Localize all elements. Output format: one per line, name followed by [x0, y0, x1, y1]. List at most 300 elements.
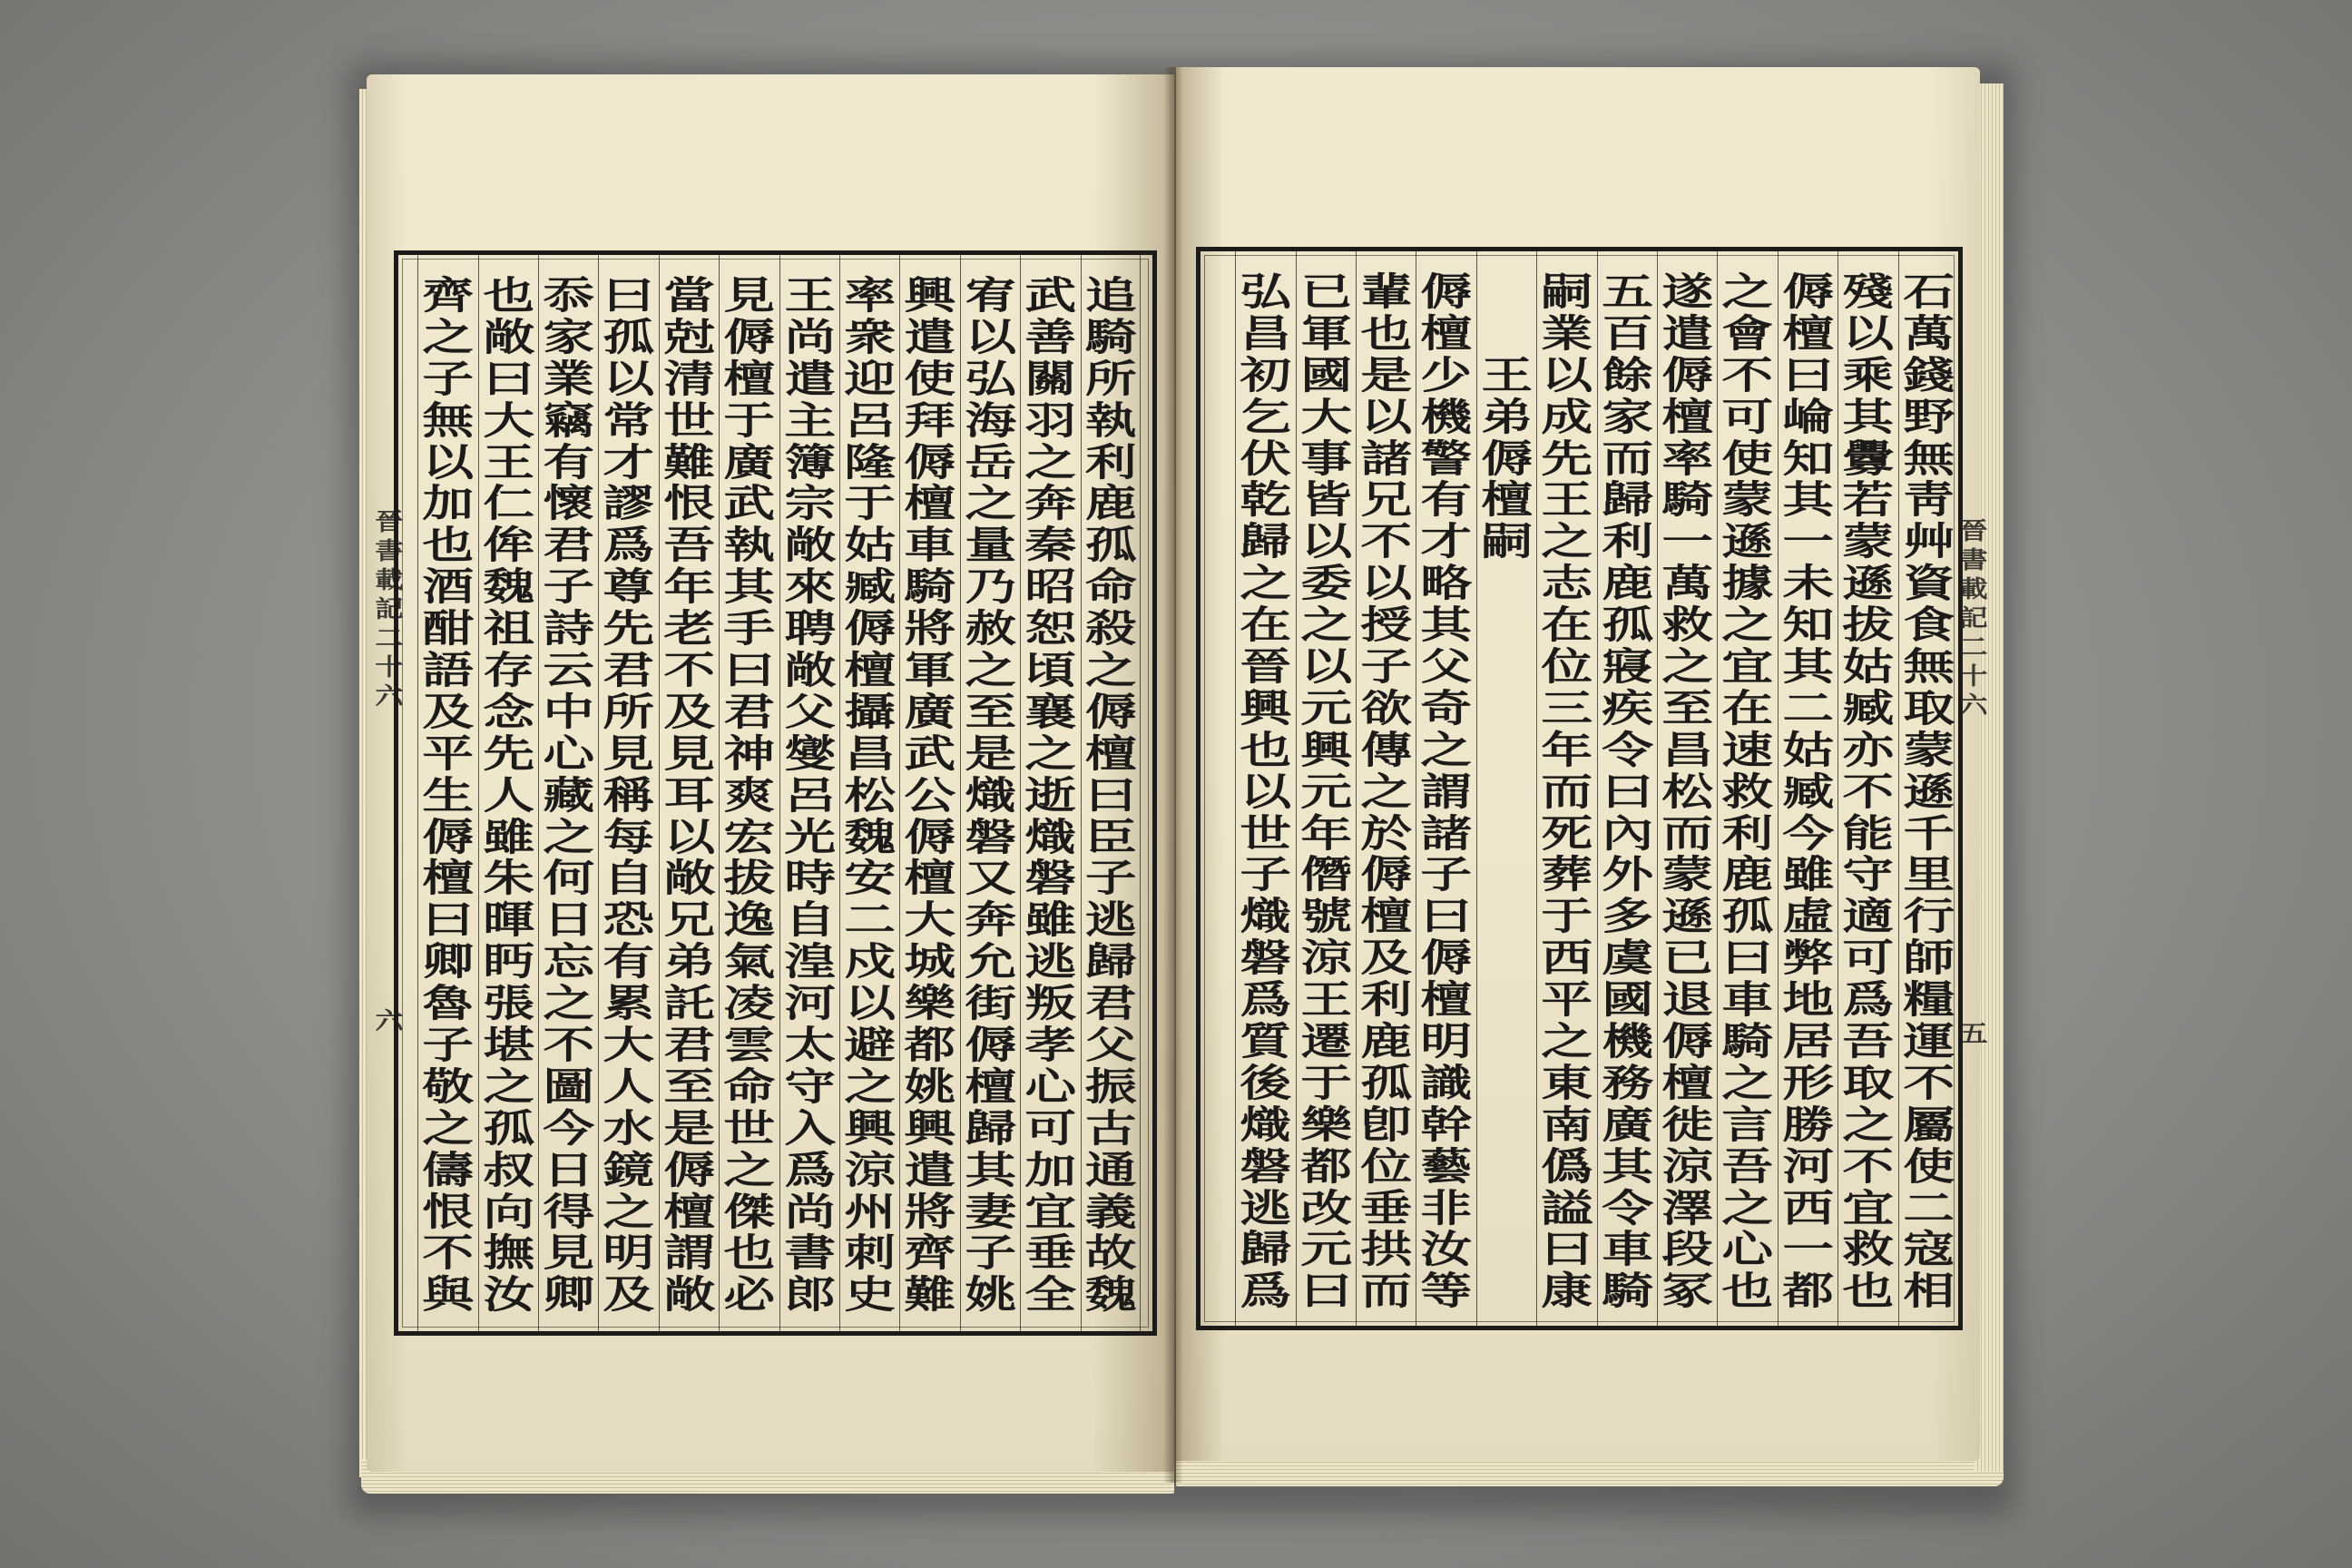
character: 卽: [1360, 1102, 1413, 1147]
character: 避: [844, 1023, 897, 1068]
character: 石: [1902, 270, 1955, 314]
character: 年: [1300, 810, 1352, 856]
character: 逃: [1240, 1185, 1292, 1230]
character: 史: [844, 1272, 897, 1318]
character: 拔: [1842, 603, 1895, 648]
character: 光: [783, 814, 836, 859]
character: 老: [663, 606, 715, 652]
character: 殘: [1842, 270, 1895, 314]
character: 尅: [663, 314, 715, 359]
character: 釁: [1842, 436, 1895, 481]
character: 託: [663, 981, 715, 1026]
character: 警: [1420, 436, 1473, 481]
character: 語: [422, 648, 475, 693]
character: 至: [965, 689, 1016, 734]
character: 救: [1842, 1227, 1895, 1272]
character: 澤: [1661, 1185, 1714, 1230]
character: 不: [1842, 1143, 1895, 1189]
character: 糧: [1902, 977, 1955, 1023]
character: 車: [1721, 977, 1774, 1023]
character: 興: [904, 273, 956, 318]
character: 蒙: [1902, 727, 1955, 772]
character: 段: [1661, 1227, 1714, 1272]
character: 將: [904, 1189, 956, 1234]
character: 可: [1024, 1105, 1077, 1151]
character: 垂: [1024, 1230, 1077, 1276]
character: 磐: [1024, 856, 1077, 901]
character: 千: [1902, 810, 1955, 856]
character: 以: [663, 814, 715, 859]
character: 傉: [844, 606, 897, 652]
character: 葬: [1541, 852, 1593, 897]
character: 中: [543, 689, 595, 734]
character: 臧: [1842, 685, 1895, 730]
character: 乞: [1240, 394, 1292, 439]
character: 有: [543, 439, 595, 485]
character: 酒: [422, 564, 475, 610]
character: 孤: [1360, 1060, 1413, 1105]
character: 叛: [1024, 981, 1077, 1026]
character: 不: [422, 1230, 475, 1276]
character: 以: [965, 314, 1016, 359]
character: 知: [1782, 436, 1834, 481]
character: 君: [1084, 981, 1137, 1026]
character: 王: [1541, 477, 1593, 523]
character: 車: [904, 523, 956, 568]
character: 子: [965, 1230, 1016, 1276]
character: 無: [1902, 436, 1955, 481]
character: 寇: [1902, 1227, 1955, 1272]
character: 雲: [723, 1023, 776, 1068]
character: 其: [723, 564, 776, 610]
character: 叔: [483, 1147, 534, 1192]
character: 常: [603, 397, 655, 443]
character: 臧: [1782, 769, 1834, 814]
character: 王: [1481, 352, 1533, 397]
character: 而: [1601, 436, 1653, 481]
character: 追: [1084, 273, 1137, 318]
character: 氣: [723, 939, 776, 985]
character: 子: [1360, 644, 1413, 690]
character: 嗣: [1481, 519, 1533, 564]
character: 雖: [1024, 897, 1077, 943]
character: 之: [1240, 561, 1292, 606]
character: 檀: [904, 856, 956, 901]
character: 載: [1959, 576, 1988, 603]
character: 宜: [1721, 644, 1774, 690]
character: 也: [723, 1230, 776, 1276]
character: 位: [1541, 644, 1593, 690]
character: 見: [663, 730, 715, 776]
character: 歸: [1240, 519, 1292, 564]
character: 一: [1782, 519, 1834, 564]
character: 所: [603, 689, 655, 734]
character: 敬: [422, 1063, 475, 1109]
character: 野: [1902, 394, 1955, 439]
character: 事: [1300, 436, 1352, 481]
character: 心: [1721, 1227, 1774, 1272]
character: 晉: [1240, 644, 1292, 690]
character: 涼: [1661, 1143, 1714, 1189]
character: 檀: [844, 648, 897, 693]
character: 藝: [1420, 1143, 1473, 1189]
character: 又: [965, 856, 1016, 901]
character: 遣: [904, 314, 956, 359]
character: 量: [965, 523, 1016, 568]
character: 至: [1661, 685, 1714, 730]
character: 恨: [663, 481, 715, 526]
character: 蒙: [1721, 477, 1774, 523]
character: 輩: [1360, 270, 1413, 314]
character: 六: [375, 1008, 404, 1035]
character: 子: [422, 1023, 475, 1068]
character: 之: [1084, 648, 1137, 693]
character: 國: [1601, 977, 1653, 1023]
character: 朱: [483, 856, 534, 901]
character: 傉: [723, 314, 776, 359]
character: 以: [603, 356, 655, 401]
character: 資: [1902, 561, 1955, 606]
character: 師: [1902, 936, 1955, 981]
character: 等: [1420, 1269, 1473, 1314]
character: 之: [1541, 1019, 1593, 1064]
character: 記: [375, 596, 404, 623]
character: 遜: [1721, 519, 1774, 564]
character: 爲: [1842, 977, 1895, 1023]
character: 時: [783, 856, 836, 901]
character: 敞: [663, 1272, 715, 1318]
character: 遜: [1842, 561, 1895, 606]
character: 以: [1240, 769, 1292, 814]
character: 遂: [1661, 270, 1714, 314]
character: 不: [663, 648, 715, 693]
character: 之: [1420, 727, 1473, 772]
character: 王: [483, 439, 534, 485]
character: 乾: [1240, 477, 1292, 523]
character: 乘: [1842, 352, 1895, 397]
character: 父: [783, 689, 836, 734]
character: 廣: [723, 439, 776, 485]
character: 二: [1782, 685, 1834, 730]
character: 二: [1959, 634, 1988, 662]
character: 元: [1300, 685, 1352, 730]
character: 取: [1842, 1060, 1895, 1105]
character: 非: [1420, 1185, 1473, 1230]
character: 之: [543, 814, 595, 859]
character: 見: [603, 730, 655, 776]
character: 二: [1902, 1185, 1955, 1230]
character: 當: [663, 273, 715, 318]
character: 向: [483, 1189, 534, 1234]
character: 若: [1842, 477, 1895, 523]
character: 靑: [1902, 477, 1955, 523]
character: 救: [1661, 603, 1714, 648]
character: 檀: [1360, 894, 1413, 939]
character: 宏: [723, 814, 776, 859]
character: 酣: [422, 606, 475, 652]
character: 弘: [965, 356, 1016, 401]
character: 郎: [783, 1272, 836, 1318]
character: 入: [783, 1105, 836, 1151]
character: 已: [1661, 936, 1714, 981]
character: 後: [1240, 1060, 1292, 1105]
character: 河: [1782, 1143, 1834, 1189]
character: 成: [1541, 394, 1593, 439]
character: 志: [1541, 561, 1593, 606]
character: 救: [1721, 769, 1774, 814]
character: 寢: [1601, 644, 1653, 690]
character: 之: [1721, 1185, 1774, 1230]
character: 初: [1240, 352, 1292, 397]
character: 而: [1661, 810, 1714, 856]
character: 孤: [1084, 523, 1137, 568]
character: 衆: [844, 314, 897, 359]
character: 簿: [783, 439, 836, 485]
character: 今: [543, 1105, 595, 1151]
character: 不: [543, 1023, 595, 1068]
character: 傉: [1084, 689, 1137, 734]
character: 是: [663, 1105, 715, 1151]
character: 全: [1024, 1272, 1077, 1318]
character: 五: [1601, 270, 1653, 314]
character: 姚: [965, 1272, 1016, 1318]
character: 其: [1842, 394, 1895, 439]
character: 可: [1842, 936, 1895, 981]
character: 乃: [965, 564, 1016, 610]
character: 松: [844, 772, 897, 818]
character: 十: [375, 654, 404, 681]
character: 機: [1601, 1019, 1653, 1064]
character: 鹿: [1601, 561, 1653, 606]
character: 逃: [1084, 897, 1137, 943]
character: 尊: [603, 564, 655, 610]
character: 大: [603, 1023, 655, 1068]
spine-gutter: [1163, 67, 1183, 1483]
character: 興: [844, 1105, 897, 1151]
character: 以: [844, 981, 897, 1026]
character: 也: [1360, 310, 1413, 356]
character: 委: [1300, 561, 1352, 606]
character: 君: [723, 689, 776, 734]
character: 于: [844, 481, 897, 526]
character: 父: [1084, 1023, 1137, 1068]
character: 歸: [1601, 477, 1653, 523]
character: 松: [1661, 769, 1714, 814]
character: 令: [1601, 727, 1653, 772]
character: 元: [1300, 769, 1352, 814]
character: 五: [1959, 1021, 1988, 1048]
character: 是: [1360, 352, 1413, 397]
character: 傉: [422, 814, 475, 859]
character: 謚: [1541, 1185, 1593, 1230]
character: 難: [663, 439, 715, 485]
character: 襄: [1024, 689, 1077, 734]
character: 爲: [1240, 1269, 1292, 1314]
character: 少: [1420, 352, 1473, 397]
character: 守: [783, 1063, 836, 1109]
character: 在: [1721, 685, 1774, 730]
character: 之: [1024, 730, 1077, 776]
character: 也: [1240, 727, 1292, 772]
character: 世: [663, 397, 715, 443]
character: 檀: [1661, 1060, 1714, 1105]
character: 不: [1721, 352, 1774, 397]
character: 海: [965, 397, 1016, 443]
character: 執: [1084, 397, 1137, 443]
character: 騎: [1601, 1269, 1653, 1314]
character: 稱: [603, 772, 655, 818]
character: 昌: [844, 730, 897, 776]
character: 號: [1300, 894, 1352, 939]
character: 先: [483, 730, 534, 776]
character: 鹿: [1721, 852, 1774, 897]
character: 相: [1902, 1269, 1955, 1314]
character: 遜: [1661, 894, 1714, 939]
character: 逸: [723, 897, 776, 943]
character: 忘: [543, 939, 595, 985]
character: 逃: [1024, 939, 1077, 985]
character: 忝: [543, 273, 595, 318]
character: 日: [543, 1147, 595, 1192]
character: 凌: [723, 981, 776, 1026]
character: 以: [1541, 352, 1593, 397]
character: 之: [965, 481, 1016, 526]
character: 書: [783, 1230, 836, 1276]
character: 何: [543, 856, 595, 901]
character: 傉: [904, 439, 956, 485]
character: 以: [1360, 394, 1413, 439]
character: 檀: [723, 356, 776, 401]
character: 關: [1024, 356, 1077, 401]
character: 至: [663, 1063, 715, 1109]
character: 地: [1782, 977, 1834, 1023]
character: 略: [1420, 561, 1473, 606]
character: 僭: [1300, 852, 1352, 897]
text-column: [1235, 251, 1295, 1326]
character: 二: [375, 625, 404, 652]
character: 熾: [1240, 894, 1292, 939]
character: 以: [1300, 519, 1352, 564]
character: 善: [1024, 314, 1077, 359]
character: 奔: [1024, 481, 1077, 526]
character: 之: [422, 1105, 475, 1151]
character: 魯: [422, 981, 475, 1026]
character: 隆: [844, 439, 897, 485]
character: 伏: [1240, 436, 1292, 481]
character: 在: [1240, 603, 1292, 648]
character: 廣: [1601, 1102, 1653, 1147]
character: 而: [1541, 769, 1593, 814]
character: 無: [1902, 644, 1955, 690]
character: 才: [1420, 519, 1473, 564]
character: 見: [723, 273, 776, 318]
character: 曰: [1084, 772, 1137, 818]
character: 傉: [965, 1023, 1016, 1068]
character: 有: [603, 939, 655, 985]
character: 之: [1541, 519, 1593, 564]
character: 其: [1420, 603, 1473, 648]
character: 是: [965, 730, 1016, 776]
character: 武: [1024, 273, 1077, 318]
character: 於: [1360, 810, 1413, 856]
character: 傉: [663, 1147, 715, 1192]
character: 之: [483, 1063, 534, 1109]
character: 六: [375, 683, 404, 710]
character: 世: [723, 1105, 776, 1151]
character: 虞: [1601, 936, 1653, 981]
character: 傉: [1481, 436, 1533, 481]
character: 水: [603, 1105, 655, 1151]
character: 運: [1902, 1019, 1955, 1064]
character: 以: [422, 439, 475, 485]
character: 心: [543, 730, 595, 776]
character: 主: [783, 397, 836, 443]
character: 手: [723, 606, 776, 652]
character: 欲: [1360, 685, 1413, 730]
character: 父: [1420, 644, 1473, 690]
character: 才: [603, 439, 655, 485]
character: 萬: [1902, 310, 1955, 356]
character: 于: [1300, 1060, 1352, 1105]
character: 不: [1842, 769, 1895, 814]
character: 見: [543, 1230, 595, 1276]
character: 里: [1902, 852, 1955, 897]
character: 及: [1360, 936, 1413, 981]
character: 累: [603, 981, 655, 1026]
character: 孤: [1601, 603, 1653, 648]
character: 羽: [1024, 397, 1077, 443]
character: 內: [1601, 810, 1653, 856]
character: 自: [783, 897, 836, 943]
character: 也: [422, 523, 475, 568]
character: 令: [1601, 1185, 1653, 1230]
character: 命: [1084, 564, 1137, 610]
character: 其: [1782, 477, 1834, 523]
character: 曰: [1300, 1269, 1352, 1314]
character: 子: [543, 564, 595, 610]
character: 雖: [483, 814, 534, 859]
character: 疾: [1601, 685, 1653, 730]
character: 逝: [1024, 772, 1077, 818]
character: 圖: [543, 1063, 595, 1109]
character: 而: [1360, 1269, 1413, 1314]
character: 允: [965, 939, 1016, 985]
character: 未: [1782, 561, 1834, 606]
character: 吾: [1721, 1143, 1774, 1189]
character: 之: [1842, 1102, 1895, 1147]
character: 適: [1842, 894, 1895, 939]
character: 尚: [783, 314, 836, 359]
character: 率: [1661, 436, 1714, 481]
character: 檀: [1782, 310, 1834, 356]
character: 加: [1024, 1147, 1077, 1192]
character: 之: [1721, 603, 1774, 648]
character: 磐: [1240, 1143, 1292, 1189]
character: 利: [1721, 810, 1774, 856]
character: 昭: [1024, 564, 1077, 610]
character: 通: [1084, 1147, 1137, 1192]
character: 之: [844, 1063, 897, 1109]
character: 利: [1601, 519, 1653, 564]
character: 西: [1541, 936, 1593, 981]
character: 形: [1782, 1060, 1834, 1105]
character: 秦: [1024, 523, 1077, 568]
character: 祖: [483, 606, 534, 652]
character: 蒙: [1842, 519, 1895, 564]
character: 識: [1420, 1060, 1473, 1105]
character: 每: [603, 814, 655, 859]
character: 三: [1541, 685, 1593, 730]
